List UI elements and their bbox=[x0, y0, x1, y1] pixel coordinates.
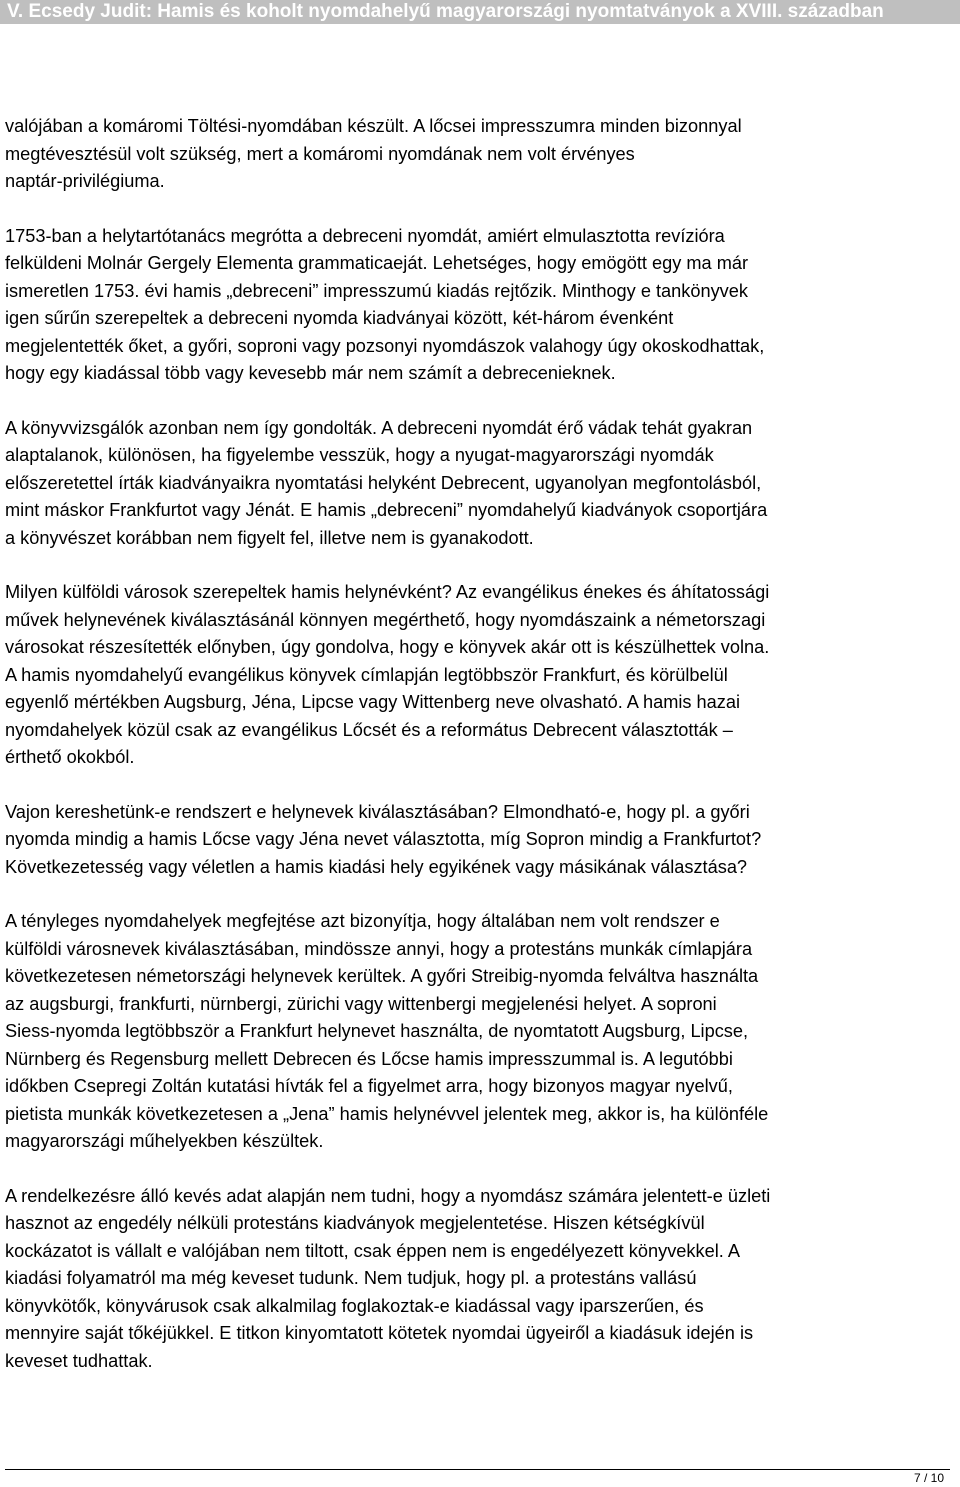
document-title: V. Ecsedy Judit: Hamis és koholt nyomdahelyű magyarországi nyomtatványok a XVIII. században bbox=[7, 1, 884, 22]
paragraph: valójában a komáromi Töltési-nyomdában készült. A lőcsei impresszumra minden bizonnyal megtévesztésül volt szükség, mert a komáromi nyomdának nem volt érvényes naptár-privilégiuma. bbox=[5, 116, 742, 191]
paragraph: Vajon kereshetünk-e rendszert e helynevek kiválasztásában? Elmondható-e, hogy pl. a győri nyomda mindig a hamis Lőcse vagy Jéna nevet választotta, míg Sopron mindig a Frankfurtot? Következetesség vagy véletlen a hamis kiadási hely egyikének vagy másikának választása? bbox=[5, 801, 762, 877]
page-number: 7 / 10 bbox=[913, 1471, 944, 1485]
paragraph: Milyen külföldi városok szerepeltek hamis helynévként? Az evangélikus énekes és áhítatossági művek helynevének kiválasztásánál könnyen megérthető, hogy nyomdászaink a németorszagi városokat részesítették előnyben, úgy gondolva, hogy e könyvek akár ott is készülhettek volna. A hamis nyomdahelyű evangélikus könyvek címlapján legtöbbször Frankfurt, és körülbelül egyenlő mértékben Augsburg, Jéna, Lipcse vagy Wittenberg neve olvasható. A hamis hazai nyomdahelyek közül csak az evangélikus Lőcsét és a református Debrecent választották – érthető okokból. bbox=[5, 582, 770, 767]
paragraph: 1753-ban a helytartótanács megrótta a debreceni nyomdát, amiért elmulasztotta revízióra felküldeni Molnár Gergely Elementa grammaticaeját. Lehetséges, hogy emögött egy ma már ismeretlen 1753. évi hamis „debreceni” impresszumú kiadás rejtőzik. Minthogy e tankönyvek igen sűrűn szerepeltek a debreceni nyomda kiadványai között, két-három évenként megjelentették őket, a győri, soproni vagy pozsonyi nyomdászok valahogy úgy okoskodhattak, hogy egy kiadással több vagy kevesebb már nem számít a debrecenieknek. bbox=[5, 225, 765, 383]
footer-divider bbox=[5, 1469, 950, 1470]
paragraph: A tényleges nyomdahelyek megfejtése azt bizonyítja, hogy általában nem volt rendszer e külföldi városnevek kiválasztásában, mindössze annyi, hogy a protestáns munkák címlapjára következetesen németországi helynevek kerültek. A győri Streibig-nyomda felváltva használta az augsburgi, frankfurti, nürnbergi, zürichi vagy wittenbergi megjelenési helyet. A soproni Siess-nyomda legtöbbször a Frankfurt helynevet használta, de nyomtatott Augsburg, Lipcse, Nürnberg és Regensburg mellett Debrecen és Lőcse hamis impresszummal is. A legutóbbi időkben Csepregi Zoltán kutatási hívták fel a figyelmet arra, hogy bizonyos magyar nyelvű, pietista munkák következetesen a „Jena” hamis helynévvel jelentek meg, akkor is, ha különféle magyarországi műhelyekben készültek. bbox=[5, 911, 769, 1151]
page-header-bar bbox=[0, 0, 960, 24]
paragraph: A könyvvizsgálók azonban nem így gondolták. A debreceni nyomdát érő vádak tehát gyakran alaptalanok, különösen, ha figyelembe vesszük, hogy a nyugat-magyarországi nyomdák előszeretettel írták kiadványaikra nyomtatási helyként Debrecent, ugyanolyan megfontolásból, mint máskor Frankfurtot vagy Jénát. E hamis „debreceni” nyomdahelyű kiadványok csoportjára a könyvészet korábban nem figyelt fel, illetve nem is gyanakodott. bbox=[5, 417, 768, 548]
paragraph: A rendelkezésre álló kevés adat alapján nem tudni, hogy a nyomdász számára jelentett-e üzleti hasznot az engedély nélküli protestáns kiadványok megjelentetése. Hiszen kétségkívül kockázatot is vállalt e valójában nem tiltott, csak éppen nem is engedélyezett könyvekkel. A kiadási folyamatról ma még keveset tudunk. Nem tudjuk, hogy pl. a protestáns vallású könyvkötők, könyvárusok csak alkalmilag foglakoztak-e kiadással vagy iparszerűen, és mennyire saját tőkéjükkel. E titkon kinyomtatott kötetek nyomdai ügyeiről a kiadásuk idején is keveset tudhattak. bbox=[5, 1185, 771, 1371]
document-body bbox=[5, 113, 960, 1402]
